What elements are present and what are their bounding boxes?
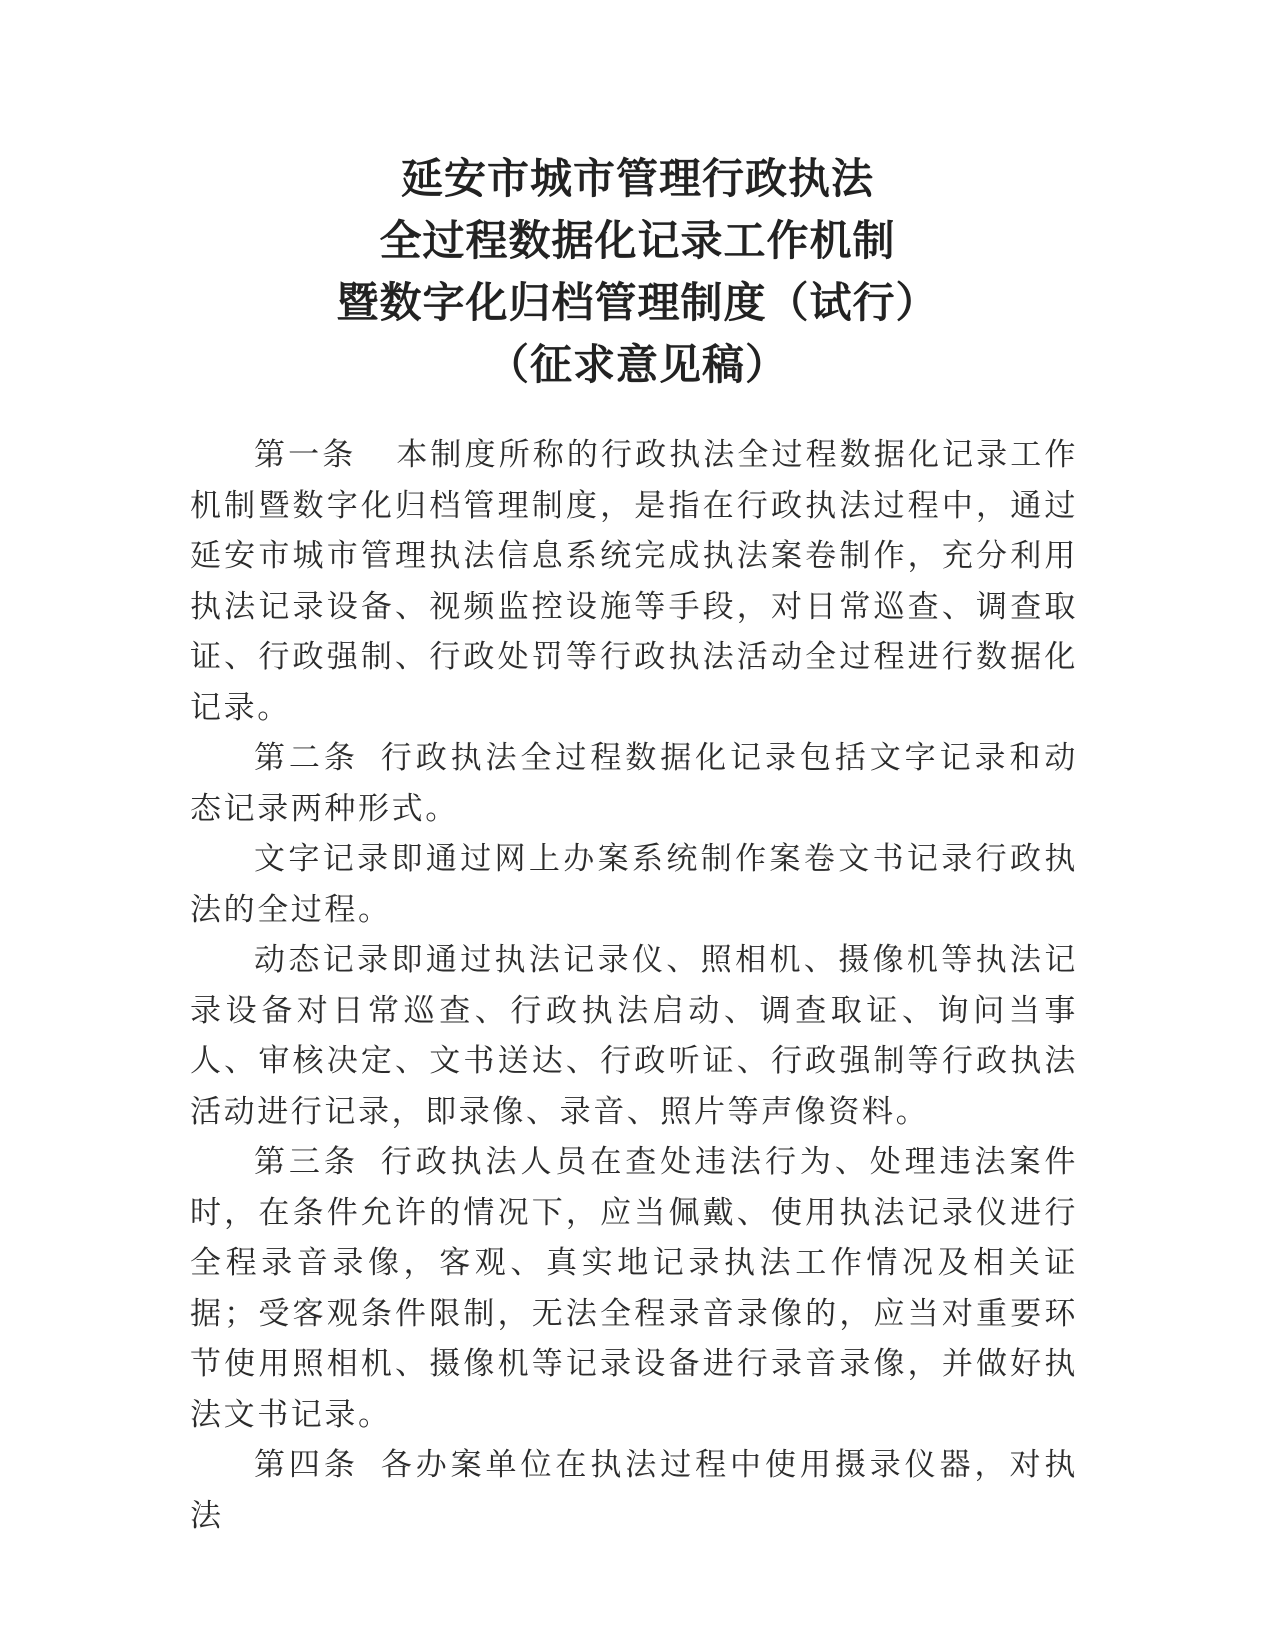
paragraph-text: 本制度所称的行政执法全过程数据化记录工作机制暨数字化归档管理制度，是指在行政执法过程中，通过延安市城市管理执法信息系统完成执法案卷制作，充分利用执法记录设备、视频监控设施等手段，对日常巡查、调查取证、行政强制、行政处罚等行政执法活动全过程进行数据化记录。 bbox=[190, 437, 1078, 726]
title-line-3: 暨数字化归档管理制度（试行） bbox=[336, 278, 939, 327]
article-number: 第一条 bbox=[254, 437, 357, 473]
paragraph-text: 行政执法人员在查处违法行为、处理违法案件时，在条件允许的情况下，应当佩戴、使用执法记录仪进行全程录音录像，客观、真实地记录执法工作情况及相关证据；受客观条件限制，无法全程录音录像的，应当对重要环节使用照相机、摄像机等记录设备进行录音录像，并做好执法文书记录。 bbox=[190, 1144, 1078, 1433]
article-number: 第三条 bbox=[254, 1144, 359, 1180]
paragraph-text: 动态记录即通过执法记录仪、照相机、摄像机等执法记录设备对日常巡查、行政执法启动、调查取证、询问当事人、审核决定、文书送达、行政听证、行政强制等行政执法活动进行记录，即录像、录音、照片等声像资料。 bbox=[190, 942, 1078, 1130]
paragraph-article-2 bbox=[190, 733, 1078, 834]
paragraph-text-record bbox=[190, 834, 1078, 935]
paragraph-text: 文字记录即通过网上办案系统制作案卷文书记录行政执法的全过程。 bbox=[190, 841, 1078, 928]
title-line-1: 延安市城市管理行政执法 bbox=[400, 154, 874, 203]
paragraph-dynamic-record bbox=[190, 935, 1078, 1137]
paragraph-text: 行政执法全过程数据化记录包括文字记录和动态记录两种形式。 bbox=[190, 740, 1078, 827]
paragraph-article-1 bbox=[190, 430, 1078, 733]
article-number: 第四条 bbox=[254, 1447, 359, 1483]
article-number: 第二条 bbox=[254, 740, 359, 776]
paragraph-article-3 bbox=[190, 1137, 1078, 1440]
paragraph-article-4 bbox=[190, 1440, 1078, 1541]
title-line-4: （征求意见稿） bbox=[486, 340, 788, 389]
title-line-2: 全过程数据化记录工作机制 bbox=[379, 216, 896, 265]
paragraph-text: 各办案单位在执法过程中使用摄录仪器，对执法 bbox=[190, 1447, 1078, 1534]
document-body bbox=[190, 430, 1078, 1541]
document-title bbox=[0, 148, 1275, 396]
